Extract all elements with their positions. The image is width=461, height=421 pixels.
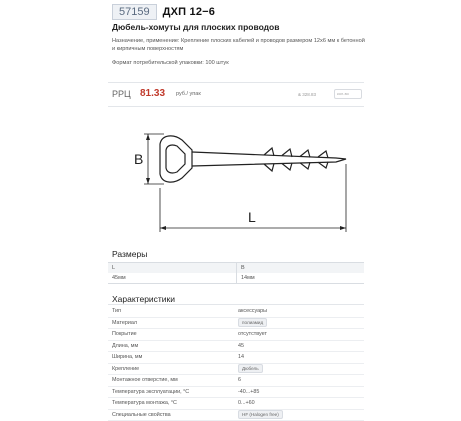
divider <box>108 304 364 305</box>
spec-value-cell <box>236 387 364 398</box>
table-row <box>108 398 364 410</box>
table-row <box>108 364 364 376</box>
spec-key: Материал <box>108 318 236 329</box>
price-unit: руб./ упак <box>176 91 201 97</box>
specs-title: Характеристики <box>112 294 175 304</box>
price-value: 81.33 <box>140 88 165 99</box>
product-header <box>112 4 215 20</box>
spec-value-cell <box>236 364 364 375</box>
spec-value: 6 <box>238 377 241 383</box>
price-label: РРЦ <box>112 89 131 99</box>
product-sheet <box>108 0 364 415</box>
product-packaging: Формат потребительской упаковки: 100 штук <box>112 60 229 66</box>
spec-value-cell <box>236 306 364 317</box>
spec-value: отсутствует <box>238 331 267 337</box>
spec-tag: HF (Halogen free) <box>238 410 283 419</box>
spec-key: Температура монтажа, °C <box>108 398 236 409</box>
spec-value-cell <box>236 341 364 352</box>
drawing-head <box>160 136 192 182</box>
spec-value-cell <box>236 329 364 340</box>
drawing-head-inner <box>166 145 185 173</box>
table-header-row <box>108 263 364 273</box>
length-label: L <box>248 209 256 225</box>
table-cell: 14мм <box>236 273 364 283</box>
drawing-shank <box>192 152 346 166</box>
spec-key: Крепление <box>108 364 236 375</box>
price-old: & 328.83 <box>298 92 316 97</box>
spec-tag: Дюбель <box>238 364 263 373</box>
table-row <box>108 387 364 399</box>
table-row <box>108 375 364 387</box>
table-row <box>108 352 364 364</box>
spec-key: Температура эксплуатации, °C <box>108 387 236 398</box>
spec-value: 45 <box>238 343 244 349</box>
table-row <box>108 410 364 421</box>
spec-value: аксессуары <box>238 308 267 314</box>
table-row <box>108 306 364 318</box>
spec-key: Покрытие <box>108 329 236 340</box>
table-row <box>108 329 364 341</box>
price-row <box>112 89 364 101</box>
table-header-cell: L <box>108 263 236 273</box>
spec-key: Тип <box>108 306 236 317</box>
table-row <box>108 318 364 330</box>
spec-value: 14 <box>238 354 244 360</box>
spec-value: 0...+60 <box>238 400 255 406</box>
divider <box>108 82 364 83</box>
spec-value: -40...+85 <box>238 389 259 395</box>
table-row <box>108 273 364 283</box>
product-purpose: Назначение, применение: Крепление плоских кабелей и проводов размером 12х6 мм к бетонной и кирпичным поверхностям <box>112 37 366 53</box>
spec-key: Ширина, мм <box>108 352 236 363</box>
spec-value-cell <box>236 318 364 329</box>
spec-value-cell <box>236 375 364 386</box>
product-model: ДХП 12−6 <box>163 6 216 18</box>
height-label: B <box>134 151 143 167</box>
dimensions-title: Размеры <box>112 249 147 259</box>
product-title: Дюбель-хомуты для плоских проводов <box>112 22 279 32</box>
spec-key: Монтажное отверстие, мм <box>108 375 236 386</box>
table-cell: 45мм <box>108 273 236 283</box>
spec-key: Специальные свойства <box>108 410 236 421</box>
quantity-input[interactable]: кол-во <box>334 89 362 99</box>
product-drawing <box>114 118 358 240</box>
table-header-cell: B <box>236 263 364 273</box>
divider <box>108 106 364 107</box>
specs-table <box>108 306 364 421</box>
spec-value-cell <box>236 398 364 409</box>
dimensions-table <box>108 262 364 284</box>
table-row <box>108 341 364 353</box>
spec-tag: полиамид <box>238 318 267 327</box>
product-code: 57159 <box>112 4 157 20</box>
spec-key: Длина, мм <box>108 341 236 352</box>
spec-value-cell <box>236 352 364 363</box>
